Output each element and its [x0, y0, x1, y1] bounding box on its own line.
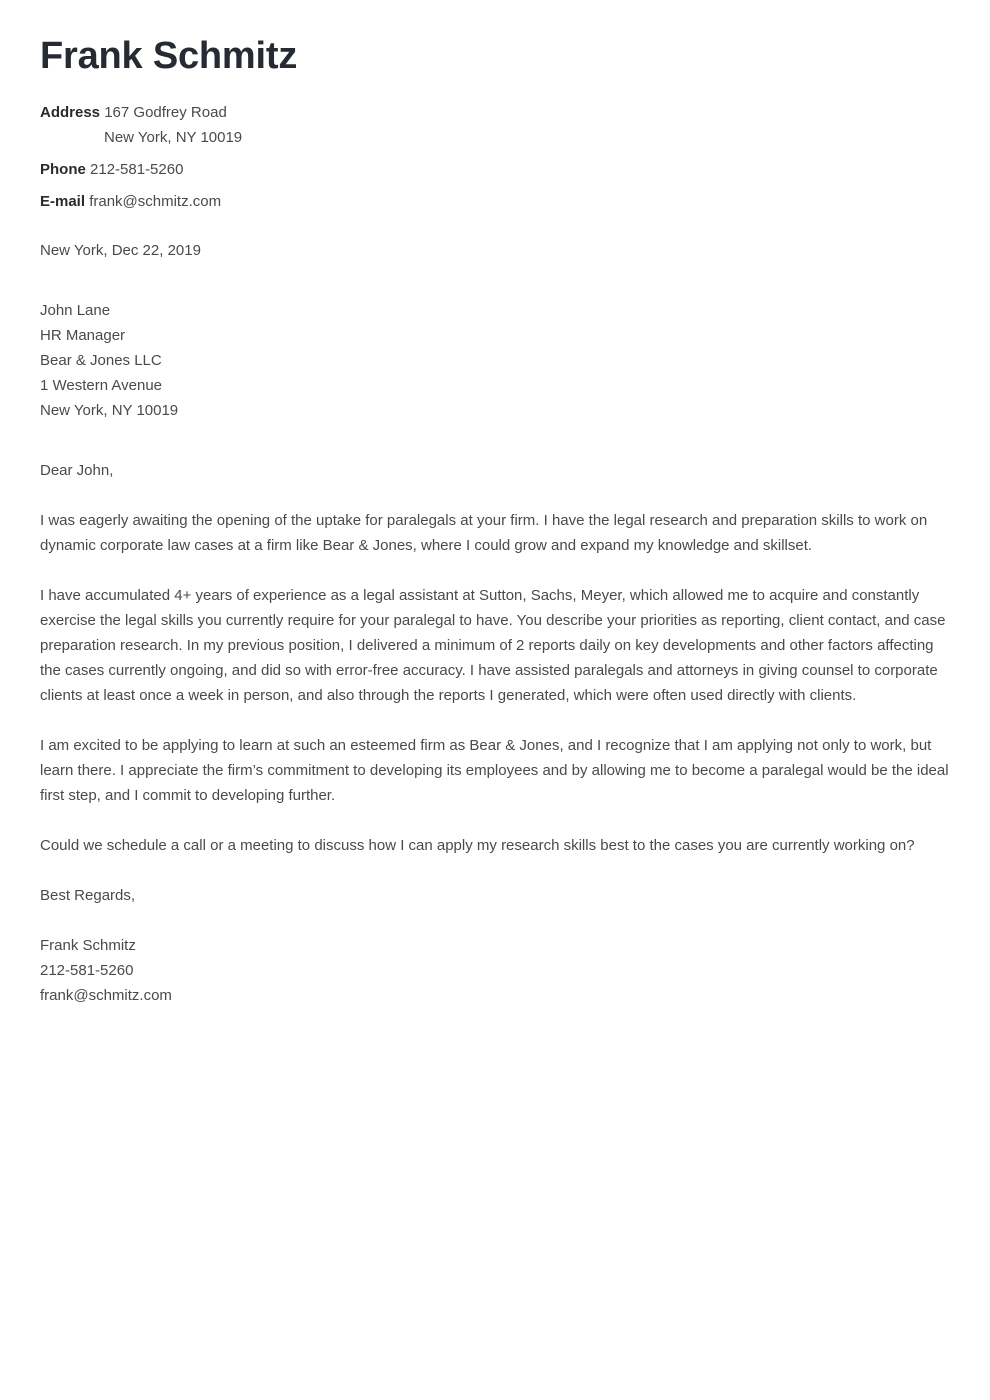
letter-content: [40, 0, 950, 1008]
recipient-line-street: 1 Western Avenue: [40, 376, 163, 394]
recipient-address-block: [40, 298, 950, 423]
contact-value-phone: 212-581-5260: [90, 160, 184, 178]
signature-line-name: Frank Schmitz: [40, 936, 136, 954]
sender-contact-block: [40, 100, 950, 214]
body-paragraph-1: I was eagerly awaiting the opening of the uptake for paralegals at your firm. I have the legal research and preparation skills to work on dynamic corporate law cases at a firm like Bear & Jones, where I could grow and expand my knowledge and skillset.: [40, 511, 928, 554]
recipient-line-title: HR Manager: [40, 326, 126, 344]
contact-label-phone: Phone: [40, 160, 86, 178]
closing-salutation: Best Regards,: [40, 886, 136, 904]
recipient-line-name: John Lane: [40, 301, 111, 319]
signature-block: [40, 933, 950, 1008]
contact-row-address: [40, 100, 950, 150]
sender-name-heading: Frank Schmitz: [40, 35, 298, 77]
date-line: New York, Dec 22, 2019: [40, 241, 201, 259]
contact-value-address-line2: New York, NY 10019: [104, 128, 243, 146]
recipient-line-company: Bear & Jones LLC: [40, 351, 162, 369]
contact-row-phone: [40, 157, 950, 182]
contact-label-email: E-mail: [40, 192, 86, 210]
body-paragraph-4: Could we schedule a call or a meeting to discuss how I can apply my research skills best to the cases you are currently working on?: [40, 836, 915, 854]
contact-value-address: 167 Godfrey Road: [104, 103, 227, 121]
signature-line-phone: 212-581-5260: [40, 961, 134, 979]
body-paragraph-2: I have accumulated 4+ years of experience as a legal assistant at Sutton, Sachs, Meyer, which allowed me to acquire and constantly exercise the legal skills you currently require for your paralegal to have. You describe your priorities as reporting, client contact, and case preparation research. In my previous position, I delivered a minimum of 2 reports daily on key developments and other factors affecting the cases currently ongoing, and did so with error-free accuracy. I have assisted paralegals and attorneys in giving counsel to corporate clients at least once a week in person, and also through the reports I generated, which were often used directly with clients.: [40, 586, 946, 704]
signature-line-email: frank@schmitz.com: [40, 986, 172, 1004]
contact-value-email: frank@schmitz.com: [89, 192, 222, 210]
recipient-line-city: New York, NY 10019: [40, 401, 179, 419]
contact-label-address: Address: [40, 103, 101, 121]
salutation: Dear John,: [40, 461, 114, 479]
contact-row-email: [40, 189, 950, 214]
body-paragraph-3: I am excited to be applying to learn at such an esteemed firm as Bear & Jones, and I recognize that I am applying not only to work, but learn there. I appreciate the firm’s commitment to developing its employees and by allowing me to become a paralegal would be the ideal first step, and I commit to developing further.: [40, 736, 949, 804]
